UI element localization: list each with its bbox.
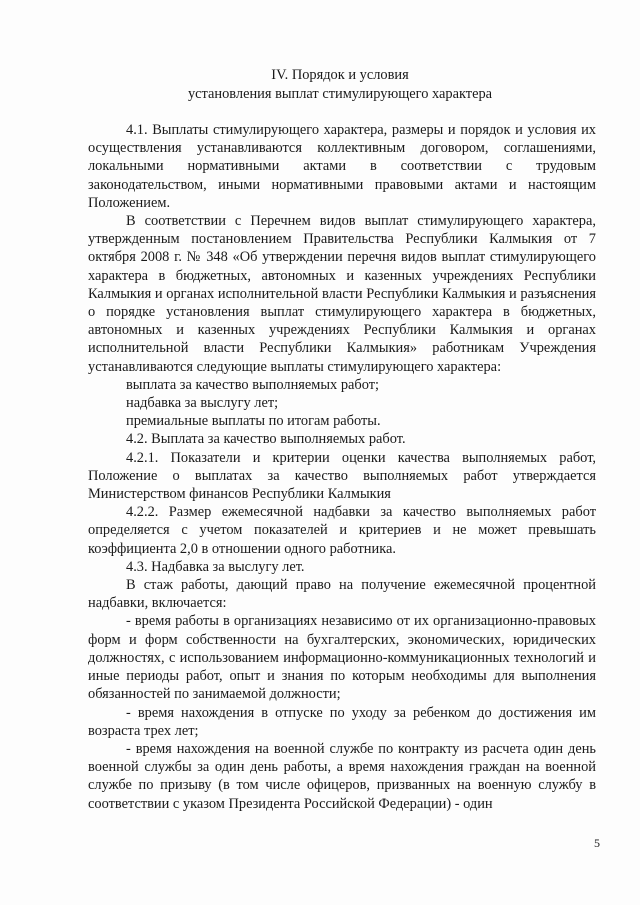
section-heading-subtitle: установления выплат стимулирующего характера: [187, 86, 493, 102]
list-item-work-time: - время работы в организациях независимо от их организационно-правовых форм и форм собственности на бухгалтерских, экономических, юридических должностях, с использованием информационно-коммуникационных технологий и иные периоды работ, опыт и знания по которым необходимы для выполнения обязанностей по занимаемой должности;: [88, 613, 596, 703]
list-item-childcare-leave: - время нахождения в отпуске по уходу за ребенком до достижения им возраста трех лет;: [88, 704, 596, 739]
list-item-seniority-bonus: надбавка за выслугу лет;: [126, 395, 279, 412]
document-body: [88, 121, 596, 813]
paragraph-4-3: 4.3. Надбавка за выслугу лет.: [126, 558, 305, 575]
paragraph-stazh: В стаж работы, дающий право на получение ежемесячной процентной надбавки, включается:: [88, 577, 596, 612]
paragraph-4-2-1: 4.2.1. Показатели и критерии оценки качества выполняемых работ, Положение о выплатах за качество выполняемых работ утверждается Министерством финансов Республики Калмыкия: [88, 449, 596, 503]
paragraph-4-2: 4.2. Выплата за качество выполняемых работ.: [126, 431, 406, 448]
list-item-military-service: - время нахождения на военной службе по контракту из расчета один день военной службы за один день работы, а время нахождения граждан на военной службе по призыву (в том числе офицеров, призванных на военную службу в соответствии с указом Президента Российской Федерации) - один: [88, 740, 596, 812]
list-item-premium-payments: премиальные выплаты по итогам работы.: [126, 413, 381, 430]
paragraph-4-2-2: 4.2.2. Размер ежемесячной надбавки за качество выполняемых работ определяется с учетом показателей и критериев и не может превышать коэффициента 2,0 в отношении одного работника.: [88, 504, 596, 557]
page-number: 5: [594, 836, 600, 850]
paragraph-4-1: 4.1. Выплаты стимулирующего характера, размеры и порядок и условия их осуществления устанавливаются коллективным договором, соглашениями, локальными нормативными актами в соответствии с трудовым законодательством, иными нормативными правовыми актами и настоящим Положением.: [88, 122, 596, 211]
section-heading-title: IV. Порядок и условия: [271, 67, 409, 83]
list-item-quality-payment: выплата за качество выполняемых работ;: [126, 376, 380, 393]
paragraph-perechen: В соответствии с Перечнем видов выплат стимулирующего характера, утвержденным постановлением Правительства Республики Калмыкия от 7 октября 2008 г. № 348 «Об утверждении перечня видов выплат стимулирующего характера в бюджетных, автономных и казенных учреждениях Республики Калмыкия и органах исполнительной власти Республики Калмыкия и разъяснения о порядке установления выплат стимулирующего характера в бюджетных, автономных и казенных учреждениях Республики Калмыкия и органах исполнительной власти Республики Калмыкия» работникам Учреждения устанавливаются следующие выплаты стимулирующего характера:: [88, 213, 596, 375]
